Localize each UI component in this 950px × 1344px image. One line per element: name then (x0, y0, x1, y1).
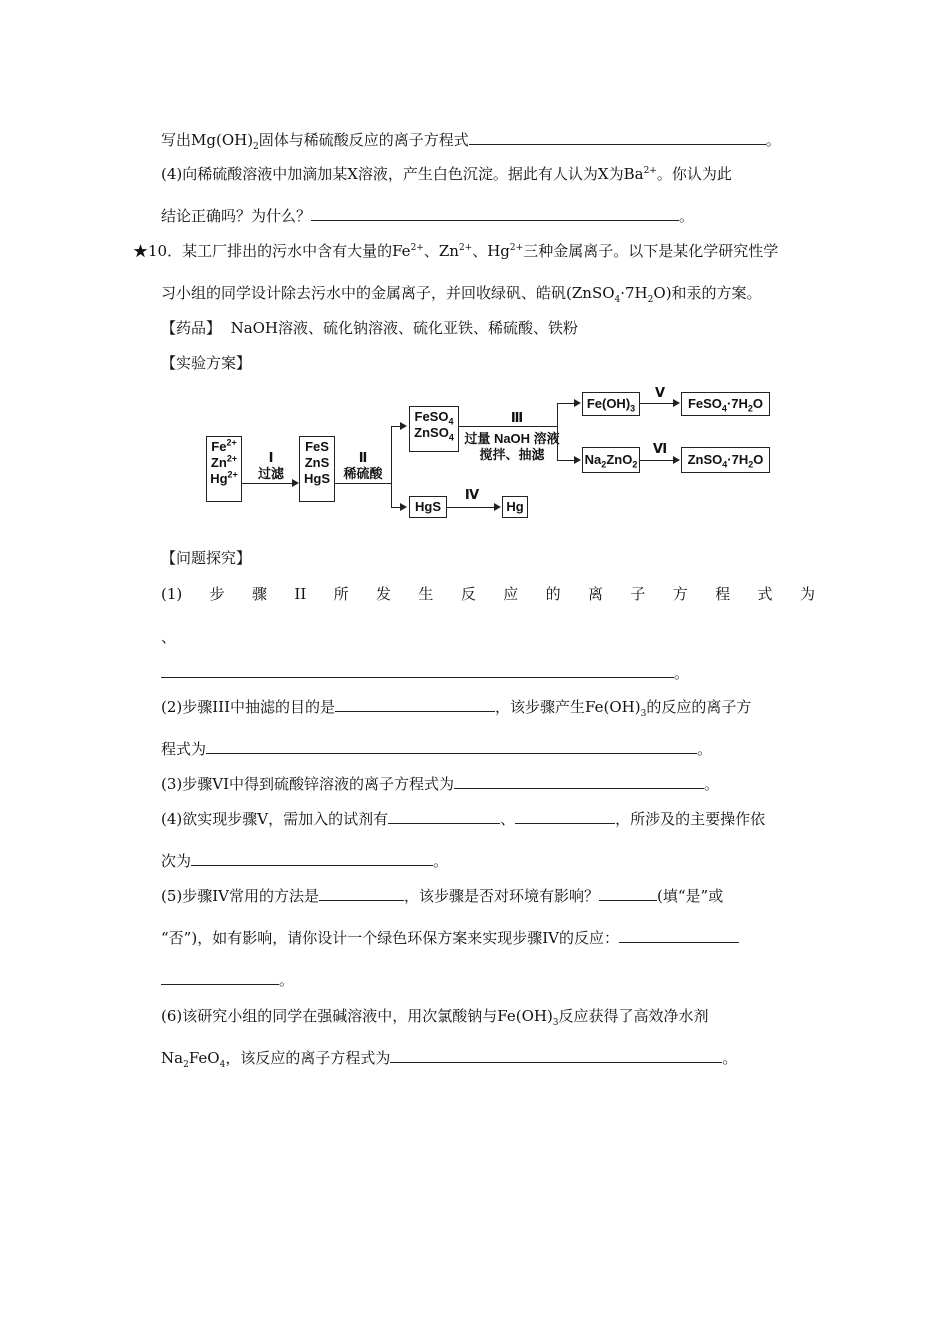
box-green-vitriol (681, 392, 770, 416)
text: 为 (799, 585, 815, 603)
arrow-to-hgs (391, 507, 405, 508)
text: (2)步骤III中抽滤的目的是 (161, 698, 336, 716)
text: 式 (757, 585, 773, 603)
q9-part4-line2 (161, 206, 694, 226)
step-5-label (645, 385, 675, 401)
box-line (207, 471, 241, 487)
text: 、Hg (472, 242, 510, 260)
section-label: 【实验方案】 (161, 354, 252, 372)
text: 写出Mg(OH) (161, 131, 254, 149)
text: 2 (748, 459, 754, 470)
text: (4)欲实现步骤V，需加入的试剂有 (161, 810, 389, 828)
text: 生 (418, 585, 434, 603)
arrow-step1 (242, 483, 297, 484)
text: FeSO (687, 396, 722, 411)
answer-blank[interactable] (515, 809, 615, 824)
text: 所 (333, 585, 349, 603)
arrow-to-na2zno2 (557, 460, 579, 461)
text: 反应获得了高效净水剂 (558, 1007, 709, 1025)
q4-line2 (161, 851, 448, 871)
text: 4 (721, 403, 727, 414)
answer-blank[interactable] (619, 928, 739, 943)
text: 4 (722, 459, 728, 470)
answer-blank[interactable] (206, 739, 697, 754)
text: ZnS (304, 455, 330, 470)
box-line (410, 425, 458, 441)
arrow-to-sulfates (391, 426, 405, 427)
text: 方 (672, 585, 688, 603)
answer-blank[interactable] (161, 970, 279, 985)
step-1-label (251, 450, 291, 482)
box-initial-ions (206, 436, 242, 502)
box-sulfides (299, 436, 335, 502)
subscript: 3 (640, 709, 647, 719)
text: O (752, 396, 764, 411)
text: Ⅱ (358, 450, 368, 465)
text: 2 (747, 403, 753, 414)
text: 2+ (226, 453, 238, 464)
text: (填“是”或 (657, 887, 724, 905)
subscript: 3 (552, 1018, 559, 1028)
text: Hg (210, 471, 228, 486)
q3-line (161, 774, 719, 794)
text: Zn (210, 455, 227, 470)
subscript: 4 (219, 1060, 226, 1070)
text: 离 (587, 585, 603, 603)
text: 3 (630, 403, 636, 414)
text: 的 (545, 585, 561, 603)
arrow-to-feoh3 (557, 403, 579, 404)
text: 、 (161, 628, 177, 646)
superscript: 2+ (410, 243, 424, 253)
text: 搅拌、抽滤 (479, 447, 545, 462)
text: (5)步骤IV常用的方法是 (161, 887, 320, 905)
text: (3)步骤VI中得到硫酸锌溶液的离子方程式为 (161, 775, 455, 793)
text: 4 (448, 432, 454, 443)
step-6-label (645, 441, 675, 457)
answer-blank[interactable] (599, 886, 657, 901)
text: 。 (722, 1049, 738, 1067)
text: 过量 NaOH 溶液 (464, 431, 560, 446)
text: 。 (697, 740, 713, 758)
text: 程式为 (161, 740, 207, 758)
answer-blank[interactable] (388, 809, 500, 824)
box-na2zno2 (582, 447, 640, 473)
text: 程 (715, 585, 731, 603)
q1-line3 (161, 663, 689, 683)
text: ，该步骤产生Fe(OH) (495, 698, 641, 716)
text: 发 (376, 585, 392, 603)
text: 。 (279, 971, 295, 989)
text: 。 (704, 775, 720, 793)
text: Ⅵ (652, 441, 668, 456)
text: HgS (415, 499, 441, 514)
text: 固体与稀硫酸反应的离子方程式 (258, 131, 469, 149)
step-3-label (467, 410, 567, 426)
text: Na (161, 1049, 184, 1067)
text: 、 (500, 810, 516, 828)
text: FeO (188, 1049, 220, 1067)
text: 4 (448, 416, 454, 427)
subscript: 2 (253, 142, 259, 152)
text: ·7H (727, 452, 749, 467)
q5-line2 (161, 928, 739, 948)
text: 反 (460, 585, 476, 603)
box-line (410, 409, 458, 425)
text: 、Zn (423, 242, 459, 260)
arrow-step4 (447, 507, 499, 508)
text: O (753, 452, 764, 467)
answer-blank[interactable] (454, 774, 704, 789)
text: ★10．某工厂排出的污水中含有大量的Fe (133, 242, 411, 260)
q5-line1 (161, 886, 723, 906)
superscript: 2+ (643, 166, 657, 176)
text: “否”)，如有影响，请你设计一个绿色环保方案来实现步骤IV的反应： (161, 929, 619, 947)
plan-label (161, 353, 251, 373)
q2-line1 (161, 697, 751, 717)
q1-line2 (161, 627, 176, 647)
text: 2 (601, 459, 607, 470)
text: Ⅴ (654, 385, 666, 400)
text: 2+ (227, 469, 238, 480)
text: Ⅰ (268, 450, 274, 465)
text: Fe(OH) (586, 396, 631, 411)
section-label: 【问题探究】 (161, 549, 252, 567)
answer-blank[interactable] (335, 697, 495, 712)
subscript: 2 (647, 295, 654, 305)
text: ZnSO (687, 452, 723, 467)
arrow-step6 (640, 460, 678, 461)
superscript: 2+ (458, 243, 473, 253)
subscript: 2 (183, 1060, 189, 1070)
connector (335, 483, 391, 484)
text: HgS (304, 471, 330, 486)
connector (391, 426, 392, 507)
text: Na (584, 452, 602, 467)
text: ，该步骤是否对环境有影响？ (404, 887, 600, 905)
text: 次为 (161, 852, 192, 870)
text: Hg (506, 499, 524, 514)
box-sulfates (409, 406, 459, 452)
text: 。 (765, 131, 781, 149)
text: ，所涉及的主要操作依 (615, 810, 766, 828)
q10-line2 (161, 283, 762, 303)
box-white-vitriol (681, 447, 770, 473)
text: 骤 (252, 585, 268, 603)
text: Fe (211, 439, 227, 454)
box-hg (502, 496, 528, 518)
text: 习小组的同学设计除去污水中的金属离子，并回收绿矾、皓矾(ZnSO (161, 284, 615, 302)
experiment-flowchart (205, 383, 775, 523)
q4-line1 (161, 809, 765, 829)
text: 2+ (226, 437, 237, 448)
text: ，该反应的离子方程式为 (225, 1049, 391, 1067)
text: FeS (305, 439, 329, 454)
text: (1) (161, 585, 183, 603)
text: 子 (630, 585, 646, 603)
box-feoh3 (582, 392, 640, 416)
box-line (207, 439, 241, 455)
text: 的反应的离子方 (646, 698, 752, 716)
text: ZnSO (414, 425, 449, 440)
text: 过滤 (257, 466, 284, 481)
q10-line1 (133, 241, 778, 261)
superscript: 2+ (509, 243, 524, 253)
step-3-reagent (460, 431, 564, 463)
connector (459, 426, 557, 427)
text: O)和汞的方案。 (653, 284, 762, 302)
arrow-step5 (640, 403, 678, 404)
text: 。 (433, 852, 449, 870)
step-4-label (457, 487, 487, 503)
q9-line1 (161, 130, 781, 150)
subscript: 4 (614, 295, 621, 305)
answer-blank[interactable] (469, 130, 766, 145)
text: 。 (674, 664, 690, 682)
q6-line1 (161, 1006, 709, 1026)
step-2-label (337, 450, 389, 482)
answer-blank[interactable] (161, 663, 674, 678)
box-hgs (409, 496, 447, 518)
q9-part4-line1 (161, 164, 732, 184)
text: 。 (679, 207, 695, 225)
reagent-list: NaOH溶液、硫化钠溶液、硫化亚铁、稀硫酸、铁粉 (230, 319, 579, 337)
q5-line3 (161, 970, 294, 990)
text: ·7H (726, 396, 748, 411)
text: Ⅳ (464, 487, 480, 502)
text: 2 (632, 459, 638, 470)
box-line (207, 455, 241, 471)
q6-line2 (161, 1048, 737, 1068)
text: 结论正确吗？为什么？ (161, 207, 312, 225)
text: 三种金属离子。以下是某化学研究性学 (523, 242, 779, 260)
answer-blank[interactable] (390, 1048, 722, 1063)
text: ZnO (606, 452, 633, 467)
q1-line1 (161, 584, 815, 604)
reagents-line (161, 318, 578, 338)
section-label: 【药品】 (161, 319, 222, 337)
text: II (294, 585, 307, 603)
connector (557, 403, 558, 460)
text: Ⅲ (510, 410, 524, 425)
answer-blank[interactable] (191, 851, 433, 866)
text: 。你认为此 (656, 165, 732, 183)
text: 步 (209, 585, 225, 603)
text: ·7H (620, 284, 648, 302)
text: (4)向稀硫酸溶液中加滴加某X溶液，产生白色沉淀。据此有人认为X为Ba (161, 165, 644, 183)
text: 应 (503, 585, 519, 603)
text: 稀硫酸 (343, 466, 383, 481)
text: FeSO (414, 409, 449, 424)
q2-line2 (161, 739, 712, 759)
inquiry-label (161, 548, 251, 568)
answer-blank[interactable] (319, 886, 404, 901)
answer-blank[interactable] (311, 206, 679, 221)
text: (6)该研究小组的同学在强碱溶液中，用次氯酸钠与Fe(OH) (161, 1007, 553, 1025)
